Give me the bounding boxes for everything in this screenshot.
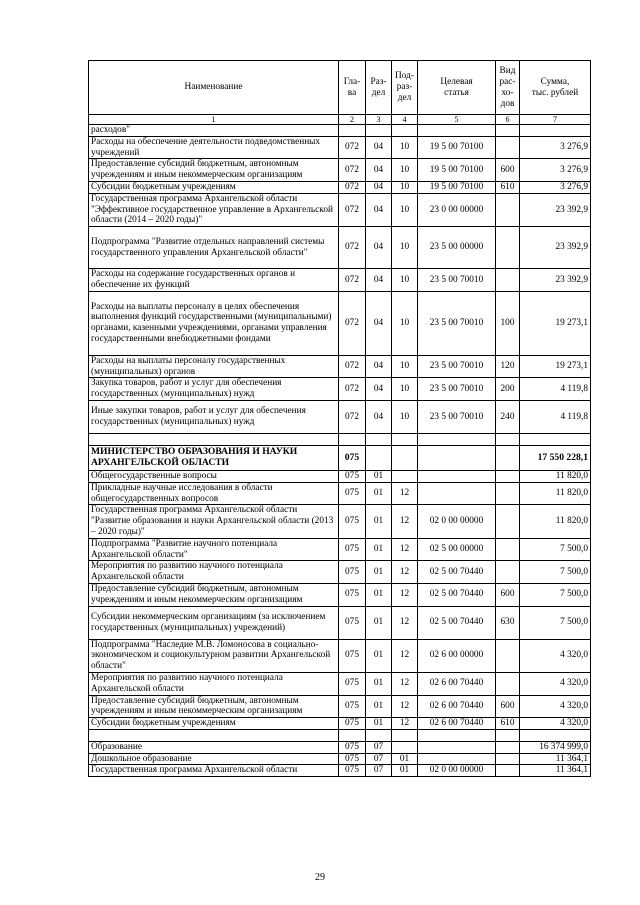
cell-v: 630 (496, 606, 520, 639)
cell-sum: 3 276,9 (520, 181, 591, 193)
cell-g: 072 (339, 378, 366, 401)
cell-g: 075 (339, 445, 366, 470)
cell-v (496, 445, 520, 470)
table-row (89, 606, 591, 639)
cell-p: 12 (392, 718, 418, 730)
table-row (89, 136, 591, 159)
cell-v: 100 (496, 291, 520, 355)
cell-sum: 4 119,8 (520, 400, 591, 433)
cell-g: 075 (339, 765, 366, 777)
cell-sum: 4 320,0 (520, 695, 591, 718)
cell-v (496, 227, 520, 269)
cell-name: расходов" (89, 125, 339, 137)
cell-v: 600 (496, 159, 520, 182)
cell-sum: 11 364,1 (520, 753, 591, 765)
cell-v (496, 729, 520, 741)
cell-v (496, 482, 520, 505)
cell-s (418, 482, 496, 505)
table-row (89, 505, 591, 538)
cell-v (496, 505, 520, 538)
cell-sum: 4 320,0 (520, 639, 591, 672)
cell-v: 610 (496, 181, 520, 193)
cell-g: 075 (339, 482, 366, 505)
cell-s (418, 445, 496, 470)
cell-r: 04 (366, 193, 392, 226)
cell-p: 10 (392, 193, 418, 226)
cell-g: 072 (339, 400, 366, 433)
table-row (89, 125, 591, 137)
cell-s: 19 5 00 70100 (418, 136, 496, 159)
cell-sum: 16 374 999,0 (520, 741, 591, 753)
cell-sum: 11 364,1 (520, 765, 591, 777)
cell-r: 01 (366, 470, 392, 482)
cell-r: 07 (366, 765, 392, 777)
cell-name: Закупка товаров, работ и услуг для обеспечения государственных (муниципальных) нужд (89, 378, 339, 401)
cell-p: 12 (392, 672, 418, 695)
cell-r (366, 125, 392, 137)
cell-s: 23 5 00 70010 (418, 355, 496, 378)
cell-v (496, 753, 520, 765)
cell-v (496, 538, 520, 561)
cell-name: Расходы на содержание государственных органов и обеспечение их функций (89, 269, 339, 292)
cell-g (339, 729, 366, 741)
cell-sum: 4 320,0 (520, 718, 591, 730)
cell-r: 01 (366, 718, 392, 730)
cell-g: 072 (339, 269, 366, 292)
cell-p: 12 (392, 606, 418, 639)
cell-p: 12 (392, 583, 418, 606)
cell-s: 02 0 00 00000 (418, 765, 496, 777)
cell-sum: 7 500,0 (520, 538, 591, 561)
cell-name: Иные закупки товаров, работ и услуг для обеспечения государственных (муниципальных) нужд (89, 400, 339, 433)
header-vid: Вид рас- хо- дов (496, 61, 520, 115)
table-row (89, 482, 591, 505)
cell-s: 23 0 00 00000 (418, 193, 496, 226)
cell-sum (520, 433, 591, 445)
cell-name: Расходы на выплаты персоналу в целях обеспечения выполнения функций государственными (муниципальными) органами, казенными учреждениями, органами управления государственными внебюджетными фондами (89, 291, 339, 355)
cell-sum: 7 500,0 (520, 583, 591, 606)
cell-g: 072 (339, 291, 366, 355)
cell-sum (520, 729, 591, 741)
cell-sum: 23 392,9 (520, 193, 591, 226)
cell-sum: 7 500,0 (520, 606, 591, 639)
cell-g: 072 (339, 227, 366, 269)
cell-name: Субсидии бюджетным учреждениям (89, 718, 339, 730)
header-sum: Сумма, тыс. рублей (520, 61, 591, 115)
cell-g: 075 (339, 606, 366, 639)
cell-name: Субсидии некоммерческим организациям (за исключением государственных (муниципальных) учреждений) (89, 606, 339, 639)
cell-name: Подпрограмма "Развитие научного потенциала Архангельской области" (89, 538, 339, 561)
table-row (89, 765, 591, 777)
cell-sum: 4 320,0 (520, 672, 591, 695)
cell-p (392, 729, 418, 741)
cell-s: 19 5 00 70100 (418, 181, 496, 193)
cell-v (496, 639, 520, 672)
cell-sum: 19 273,1 (520, 355, 591, 378)
table-row (89, 378, 591, 401)
col-number: 1 (89, 115, 339, 125)
col-number: 6 (496, 115, 520, 125)
cell-p: 01 (392, 753, 418, 765)
cell-r: 04 (366, 291, 392, 355)
cell-v (496, 136, 520, 159)
cell-g: 075 (339, 583, 366, 606)
cell-s: 02 6 00 70440 (418, 718, 496, 730)
cell-name: Образование (89, 741, 339, 753)
cell-s (418, 470, 496, 482)
cell-g: 072 (339, 193, 366, 226)
cell-p: 12 (392, 482, 418, 505)
cell-r (366, 433, 392, 445)
cell-p: 10 (392, 291, 418, 355)
cell-sum: 3 276,9 (520, 136, 591, 159)
cell-g: 075 (339, 753, 366, 765)
cell-v (496, 470, 520, 482)
cell-s (418, 125, 496, 137)
cell-p: 10 (392, 269, 418, 292)
cell-g: 072 (339, 181, 366, 193)
cell-r: 01 (366, 482, 392, 505)
col-number: 3 (366, 115, 392, 125)
table-row (89, 538, 591, 561)
cell-p: 10 (392, 227, 418, 269)
cell-sum: 7 500,0 (520, 561, 591, 584)
cell-p: 12 (392, 538, 418, 561)
header-razdel: Раз- дел (366, 61, 392, 115)
cell-sum: 11 820,0 (520, 505, 591, 538)
table-row (89, 672, 591, 695)
cell-s: 02 6 00 00000 (418, 639, 496, 672)
table-row (89, 355, 591, 378)
cell-v (496, 741, 520, 753)
cell-name: Мероприятия по развитию научного потенциала Архангельской области (89, 561, 339, 584)
cell-s: 02 5 00 70440 (418, 606, 496, 639)
cell-v (496, 193, 520, 226)
cell-v (496, 269, 520, 292)
cell-r: 01 (366, 672, 392, 695)
page-number: 29 (315, 872, 325, 883)
header-glava: Гла- ва (339, 61, 366, 115)
table-row (89, 269, 591, 292)
table-row (89, 291, 591, 355)
cell-r: 04 (366, 227, 392, 269)
cell-p: 10 (392, 378, 418, 401)
cell-name: Предоставление субсидий бюджетным, автономным учреждениям и иным некоммерческим организациям (89, 695, 339, 718)
table-row (89, 695, 591, 718)
cell-name (89, 433, 339, 445)
table-row (89, 159, 591, 182)
table-row (89, 729, 591, 741)
table-row (89, 227, 591, 269)
cell-v: 600 (496, 583, 520, 606)
cell-v (496, 765, 520, 777)
header-name: Наименование (89, 61, 339, 115)
header-podrazdel: Под- раз- дел (392, 61, 418, 115)
cell-r: 07 (366, 741, 392, 753)
cell-s (418, 729, 496, 741)
col-number: 5 (418, 115, 496, 125)
table-row (89, 741, 591, 753)
cell-r: 04 (366, 181, 392, 193)
cell-v: 240 (496, 400, 520, 433)
table-row (89, 445, 591, 470)
cell-r: 01 (366, 538, 392, 561)
cell-name (89, 729, 339, 741)
cell-p: 12 (392, 639, 418, 672)
cell-name: Мероприятия по развитию научного потенциала Архангельской области (89, 672, 339, 695)
header-row (89, 61, 591, 115)
cell-r: 07 (366, 753, 392, 765)
cell-g: 075 (339, 639, 366, 672)
table-body (89, 125, 591, 777)
cell-name: Прикладные научные исследования в области общегосударственных вопросов (89, 482, 339, 505)
cell-r: 04 (366, 159, 392, 182)
cell-p: 10 (392, 355, 418, 378)
cell-g: 072 (339, 159, 366, 182)
cell-g: 075 (339, 672, 366, 695)
cell-v (496, 125, 520, 137)
cell-name: Расходы на обеспечение деятельности подведомственных учреждений (89, 136, 339, 159)
cell-r (366, 445, 392, 470)
cell-r: 01 (366, 639, 392, 672)
cell-s: 02 5 00 70440 (418, 583, 496, 606)
table-row (89, 639, 591, 672)
cell-p: 12 (392, 695, 418, 718)
cell-p (392, 125, 418, 137)
cell-sum: 4 119,8 (520, 378, 591, 401)
cell-name: МИНИСТЕРСТВО ОБРАЗОВАНИЯ И НАУКИ АРХАНГЕЛЬСКОЙ ОБЛАСТИ (89, 445, 339, 470)
cell-v: 610 (496, 718, 520, 730)
cell-s: 02 5 00 70440 (418, 561, 496, 584)
cell-g (339, 125, 366, 137)
cell-name: Субсидии бюджетным учреждениям (89, 181, 339, 193)
col-number: 4 (392, 115, 418, 125)
cell-s: 23 5 00 70010 (418, 400, 496, 433)
cell-v (496, 561, 520, 584)
cell-r: 04 (366, 400, 392, 433)
cell-v (496, 433, 520, 445)
table-row (89, 718, 591, 730)
cell-g: 072 (339, 355, 366, 378)
cell-r (366, 729, 392, 741)
cell-sum (520, 125, 591, 137)
cell-s (418, 753, 496, 765)
cell-r: 04 (366, 269, 392, 292)
cell-name: Предоставление субсидий бюджетным, автономным учреждениям и иным некоммерческим организациям (89, 583, 339, 606)
cell-p: 10 (392, 400, 418, 433)
cell-sum: 23 392,9 (520, 227, 591, 269)
cell-sum: 11 820,0 (520, 470, 591, 482)
table-row (89, 753, 591, 765)
cell-name: Расходы на выплаты персоналу государственных (муниципальных) органов (89, 355, 339, 378)
table-row (89, 400, 591, 433)
cell-s (418, 433, 496, 445)
cell-p: 10 (392, 181, 418, 193)
cell-v: 200 (496, 378, 520, 401)
cell-r: 01 (366, 583, 392, 606)
cell-g: 072 (339, 136, 366, 159)
cell-s (418, 741, 496, 753)
cell-g: 075 (339, 505, 366, 538)
cell-s: 02 6 00 70440 (418, 695, 496, 718)
cell-p (392, 470, 418, 482)
cell-p (392, 445, 418, 470)
cell-p: 10 (392, 159, 418, 182)
cell-p (392, 741, 418, 753)
cell-sum: 19 273,1 (520, 291, 591, 355)
cell-s: 23 5 00 70010 (418, 269, 496, 292)
cell-s: 23 5 00 70010 (418, 291, 496, 355)
cell-s: 02 0 00 00000 (418, 505, 496, 538)
cell-name: Государственная программа Архангельской области "Развитие образования и науки Архангельской области (2013 – 2020 годы)" (89, 505, 339, 538)
cell-g: 075 (339, 741, 366, 753)
cell-sum: 11 820,0 (520, 482, 591, 505)
cell-r: 01 (366, 695, 392, 718)
table-row (89, 470, 591, 482)
cell-name: Подпрограмма "Развитие отдельных направлений системы государственного управления Архангельской области" (89, 227, 339, 269)
cell-p: 12 (392, 505, 418, 538)
budget-table (88, 60, 591, 777)
table-row (89, 561, 591, 584)
cell-p: 10 (392, 136, 418, 159)
cell-r: 01 (366, 606, 392, 639)
cell-name: Дошкольное образование (89, 753, 339, 765)
column-number-row (89, 115, 591, 125)
cell-r: 04 (366, 136, 392, 159)
cell-s: 19 5 00 70100 (418, 159, 496, 182)
cell-name: Государственная программа Архангельской области "Эффективное государственное управление в Архангельской области (2014 – 2020 годы)" (89, 193, 339, 226)
cell-g: 075 (339, 718, 366, 730)
cell-sum: 3 276,9 (520, 159, 591, 182)
cell-g: 075 (339, 470, 366, 482)
cell-r: 04 (366, 378, 392, 401)
cell-v (496, 672, 520, 695)
table-row (89, 181, 591, 193)
cell-v: 120 (496, 355, 520, 378)
cell-g: 075 (339, 561, 366, 584)
cell-g: 075 (339, 695, 366, 718)
cell-r: 01 (366, 505, 392, 538)
cell-p (392, 433, 418, 445)
cell-name: Государственная программа Архангельской области (89, 765, 339, 777)
cell-s: 02 5 00 00000 (418, 538, 496, 561)
cell-r: 01 (366, 561, 392, 584)
cell-s: 02 6 00 70440 (418, 672, 496, 695)
cell-s: 23 5 00 70010 (418, 378, 496, 401)
col-number: 2 (339, 115, 366, 125)
cell-g: 075 (339, 538, 366, 561)
cell-r: 04 (366, 355, 392, 378)
cell-name: Общегосударственные вопросы (89, 470, 339, 482)
cell-sum: 17 550 228,1 (520, 445, 591, 470)
table-row (89, 583, 591, 606)
cell-p: 12 (392, 561, 418, 584)
cell-g (339, 433, 366, 445)
cell-name: Предоставление субсидий бюджетным, автономным учреждениям и иным некоммерческим организациям (89, 159, 339, 182)
cell-p: 01 (392, 765, 418, 777)
cell-sum: 23 392,9 (520, 269, 591, 292)
cell-v: 600 (496, 695, 520, 718)
col-number: 7 (520, 115, 591, 125)
cell-s: 23 5 00 00000 (418, 227, 496, 269)
table-row (89, 433, 591, 445)
cell-name: Подпрограмма "Наследие М.В. Ломоносова в социально-экономическом и социокультурном развитии Архангельской области" (89, 639, 339, 672)
table-row (89, 193, 591, 226)
header-stat: Целевая статья (418, 61, 496, 115)
